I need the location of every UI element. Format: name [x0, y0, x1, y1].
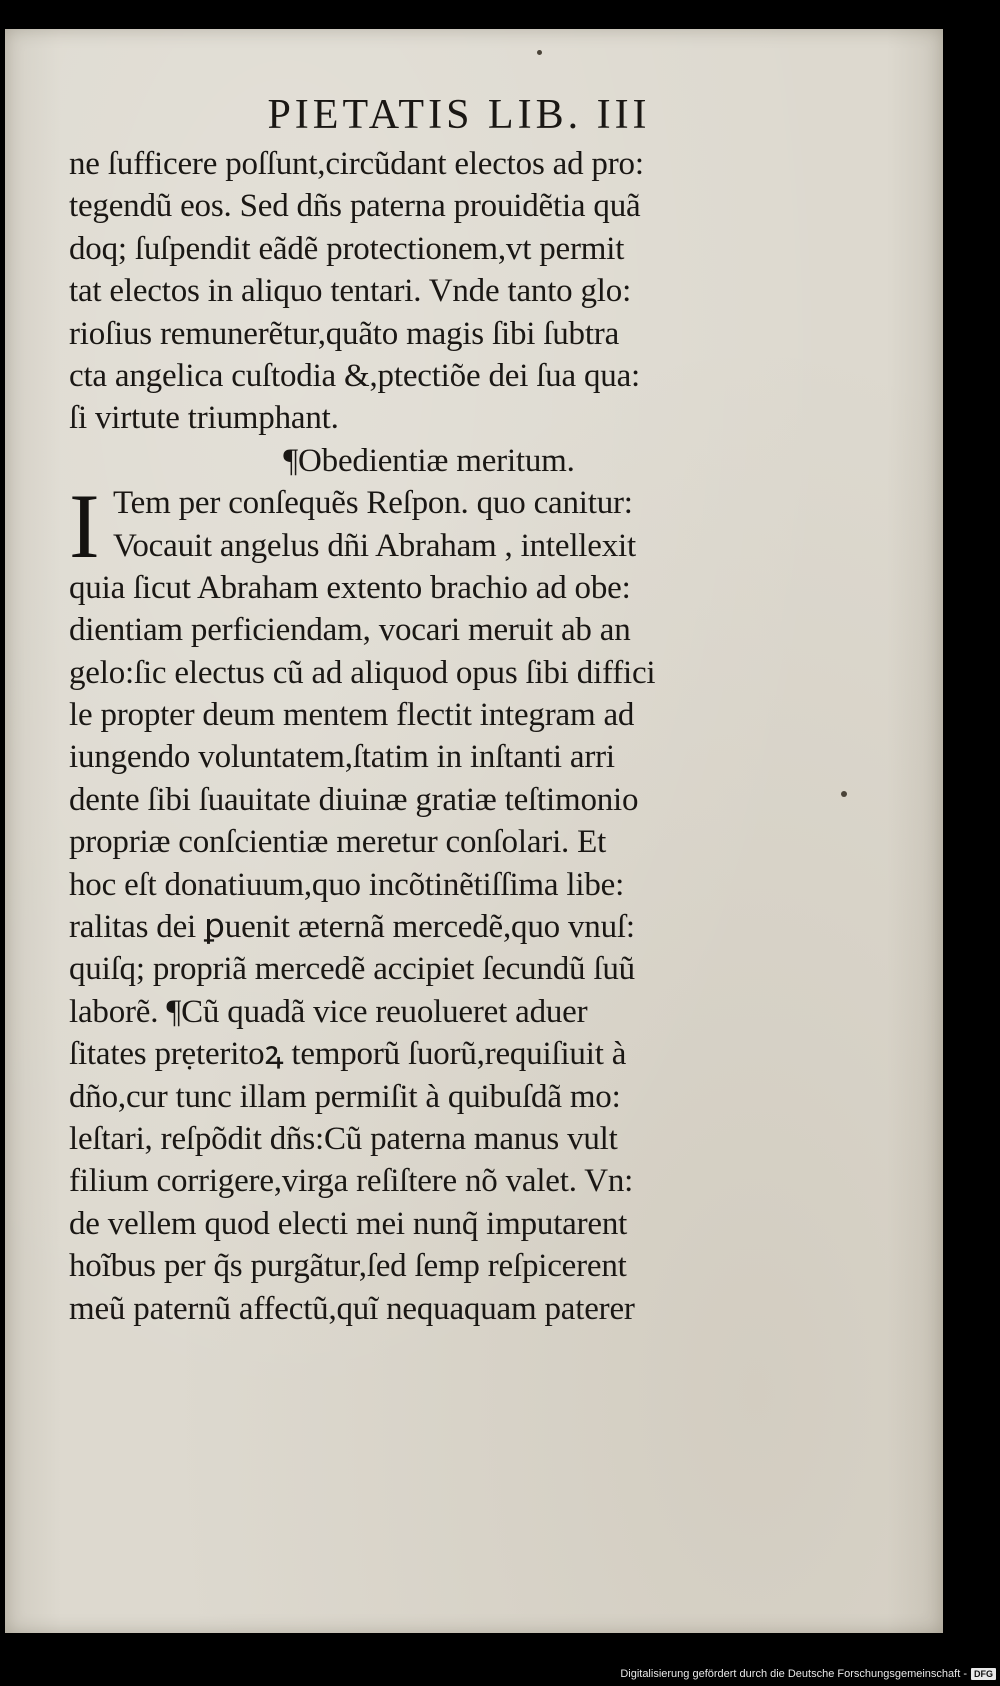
text-line: quia ſicut Abraham extento brachio ad obe:: [69, 569, 631, 606]
digitization-credit: [620, 1668, 996, 1680]
text-line: doq; ſuſpendit eãdẽ protectionem,vt permit: [69, 230, 625, 267]
text-line: dño,cur tunc illam permiſit à quibuſdã mo:: [69, 1078, 621, 1115]
text-line: cta angelica cuſtodia &,ptectiõe dei ſua qua:: [69, 357, 640, 394]
credit-text: Digitalisierung gefördert durch die Deutsche Forschungsgemeinschaft -: [620, 1668, 967, 1680]
text-line: dente ſibi ſuauitate diuinæ gratiæ teſtimonio: [69, 781, 639, 818]
text-line: dientiam perficiendam, vocari meruit ab an: [69, 612, 631, 649]
text-line: tegendũ eos. Sed dñs paterna prouidẽtia quã: [69, 188, 641, 225]
running-head: PIETATIS LIB. III: [267, 92, 651, 138]
text-line: laborẽ. ¶Cũ quadã vice reuolueret aduer: [69, 993, 588, 1030]
drop-cap: I: [69, 475, 100, 578]
text-line: de vellem quod electi mei nunq̃ imputarent: [69, 1205, 628, 1242]
text-line: hoc eſt donatiuum,quo incõtinẽtiſſima libe:: [69, 866, 625, 903]
paper-speck: [537, 50, 542, 55]
text-line: leſtari, reſpõdit dñs:Cũ paterna manus vult: [69, 1120, 618, 1157]
text-line: le propter deum mentem flectit integram ad: [69, 697, 635, 734]
paragraph-1: [69, 143, 789, 440]
text-line: ſi virtute triumphant.: [69, 400, 339, 437]
section-heading: ¶Obedientiæ meritum.: [283, 442, 575, 479]
text-line: hoĩbus per q̃s purgãtur,ſed ſemp reſpicerent: [69, 1248, 627, 1285]
text-block: [69, 87, 789, 1330]
text-line: tat electos in aliquo tentari. Vnde tanto glo:: [69, 273, 632, 310]
text-line: Tem per conſequẽs Reſpon. quo canitur:: [113, 485, 633, 522]
text-line: rioſius remunerẽtur,quãto magis ſibi ſubtra: [69, 315, 620, 352]
text-line: ſitates prẹteritoꝝ temporũ ſuorũ,requiſiuit à: [69, 1036, 627, 1073]
text-line: quiſq; propriã mercedẽ accipiet ſecundũ ſuũ: [69, 951, 635, 988]
paper-speck: [841, 791, 847, 797]
dfg-logo-icon: DFG: [971, 1668, 996, 1680]
text-line: ralitas dei ꝑuenit æternã mercedẽ,quo vnuſ:: [69, 909, 635, 946]
paragraph-2: [69, 475, 789, 1330]
book-page: [5, 29, 943, 1633]
text-line: gelo:ſic electus cũ ad aliquod opus ſibi diffici: [69, 654, 656, 691]
text-line: filium corrigere,virga reſiſtere nõ valet. Vn:: [69, 1163, 634, 1200]
text-line: ne ſufficere poſſunt,circũdant electos ad pro:: [69, 146, 644, 182]
text-line: iungendo voluntatem,ſtatim in inſtanti arri: [69, 739, 615, 776]
text-line: meũ paternũ affectũ,quĩ nequaquam paterer: [69, 1290, 635, 1327]
text-line: Vocauit angelus dñi Abraham , intellexit: [113, 527, 636, 564]
text-line: propriæ conſcientiæ meretur conſolari. Et: [69, 824, 607, 861]
